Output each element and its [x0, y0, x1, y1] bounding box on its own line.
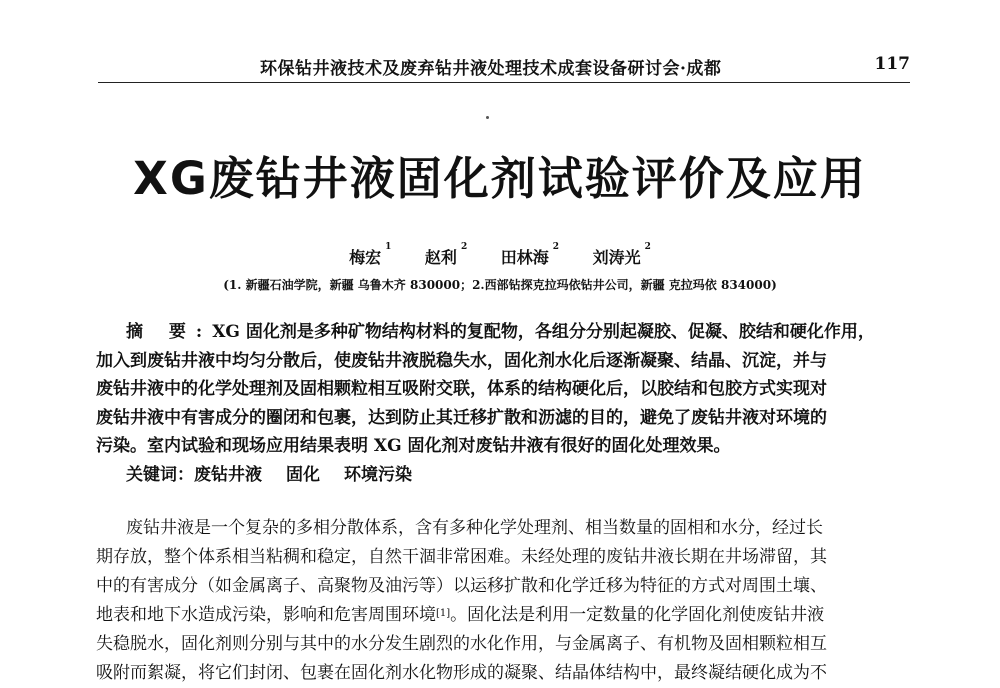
body-text — [96, 514, 911, 688]
affiliation: (1. 新疆石油学院，新疆 乌鲁木齐 830000；2.西部钻探克拉玛依钻井公司，新疆 克拉玛依 834000) — [223, 278, 777, 292]
abstract-line — [96, 318, 911, 347]
author-name: 梅宏 — [349, 248, 382, 267]
author — [592, 242, 651, 268]
paper-title: XG废钻井液固化剂试验评价及应用 — [133, 152, 867, 205]
abstract-line: 废钻井液中有害成分的圈闭和包裹，达到防止其迁移扩散和沥滤的目的，避免了废钻井液对环境的 — [96, 407, 827, 428]
author-affiliation-mark: 2 — [644, 242, 651, 252]
body-line: 吸附而絮凝，将它们封闭、包裹在固化剂水化物形成的凝聚、结晶体结构中，最终凝结硬化成为不 — [96, 663, 827, 683]
body-line: 期存放，整个体系相当粘稠和稳定，自然干涸非常困难。未经处理的废钻井液长期在井场滞留，其 — [96, 547, 827, 567]
author — [500, 242, 560, 268]
running-header — [98, 52, 910, 83]
author-name: 田林海 — [500, 248, 549, 267]
keywords-label: 关键词： — [126, 465, 194, 485]
abstract-line: 污染。室内试验和现场应用结果表明 XG 固化剂对废钻井液有很好的固化处理效果。 — [96, 436, 731, 456]
body-text-segment: 。固化法是利用一定数量的化学固化剂使废钻井液 — [450, 605, 825, 625]
abstract-label: 摘 要: — [126, 322, 213, 342]
abstract-line: 废钻井液中的化学处理剂及固相颗粒相互吸附交联，体系的结构硬化后，以胶结和包胶方式实现对 — [96, 379, 827, 399]
author — [349, 242, 392, 268]
citation-mark: [1] — [436, 608, 451, 619]
keyword: 固化 — [286, 465, 320, 485]
abstract — [96, 318, 911, 461]
keywords — [126, 460, 436, 485]
abstract-text: XG 固化剂是多种矿物结构材料的复配物，各组分分别起凝胶、促凝、胶结和硬化作用， — [212, 322, 875, 342]
author-name: 刘涛光 — [592, 248, 641, 267]
keyword: 废钻井液 — [194, 465, 262, 485]
author — [424, 242, 468, 268]
author-affiliation-mark: 2 — [552, 242, 560, 252]
author-affiliation-mark: 1 — [385, 242, 392, 252]
body-line: 中的有害成分（如金属离子、高聚物及油污等）以运移扩散和化学迁移为特征的方式对周围土壤、 — [96, 576, 827, 596]
scan-speck — [486, 116, 489, 119]
author-affiliation-mark: 2 — [460, 242, 468, 252]
keyword: 环境污染 — [344, 465, 412, 485]
abstract-line: 加入到废钻井液中均匀分散后，使废钻井液脱稳失水，固化剂水化后逐渐凝聚、结晶、沉淀，并与 — [96, 350, 827, 371]
body-line: 失稳脱水，固化剂则分别与其中的水分发生剧烈的水化作用，与金属离子、有机物及固相颗粒相互 — [96, 634, 827, 654]
author-list — [0, 242, 1000, 268]
body-text-segment: 地表和地下水造成污染，影响和危害周围环境 — [96, 605, 436, 625]
page-number: 117 — [874, 54, 910, 74]
body-line: 废钻井液是一个复杂的多相分散体系，含有多种化学处理剂、相当数量的固相和水分，经过长 — [126, 518, 823, 538]
running-title: 环保钻井液技术及废弃钻井液处理技术成套设备研讨会·成都 — [260, 59, 722, 79]
author-name: 赵利 — [424, 248, 457, 267]
body-line — [96, 601, 911, 630]
